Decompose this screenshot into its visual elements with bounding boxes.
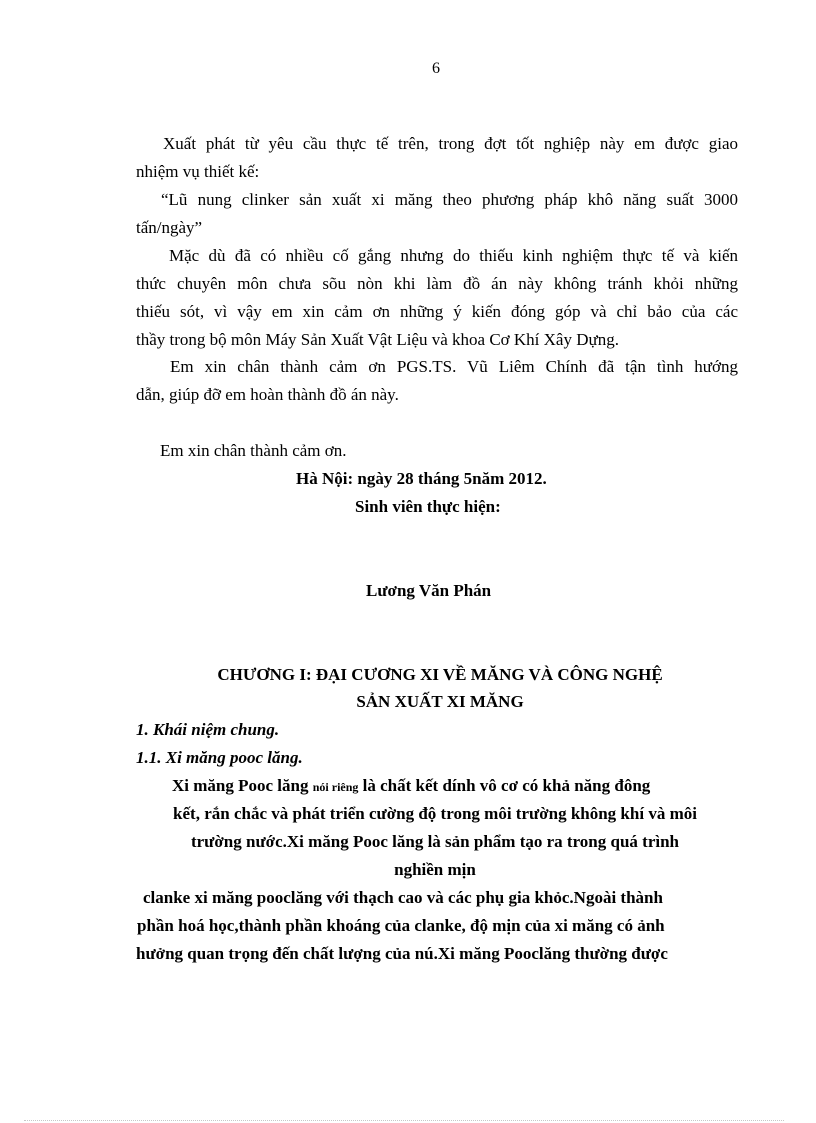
signature-name: Lương Văn Phán (366, 581, 492, 600)
intro-line-1: Xuất phát từ yêu cầu thực tế trên, trong đợt tốt nghiệp này em được giao (163, 134, 738, 153)
section-heading-1-1: 1.1. Xi măng pooc lăng. (136, 748, 303, 767)
body-line-1-start: Xi măng Pooc lăng (172, 776, 313, 795)
intro-line-9: Em xin chân thành cảm ơn PGS.TS. Vũ Liêm Chính đã tận tình hướng (170, 357, 738, 376)
page-bottom-dotted-rule (24, 1120, 784, 1121)
body-line-1-small: nói riêng (312, 780, 359, 794)
intro-line-2: nhiệm vụ thiết kế: (136, 162, 260, 181)
body-line-1-end: là chất kết dính vô cơ có khả năng đông (358, 776, 651, 795)
intro-line-10: dẫn, giúp đỡ em hoàn thành đồ án này. (136, 385, 399, 404)
signature-date: Hà Nội: ngày 28 tháng 5năm 2012. (296, 469, 547, 488)
section-heading-1: 1. Khái niệm chung. (136, 720, 280, 739)
intro-line-3: “Lũ nung clinker sản xuất xi măng theo phương pháp khô năng suất 3000 (161, 190, 738, 209)
page-number: 6 (432, 60, 440, 77)
body-line-6: phần hoá học,thành phần khoáng của clanke, độ mịn của xi măng có ảnh (137, 916, 665, 935)
intro-line-4: tấn/ngày” (136, 218, 203, 237)
body-line-1 (172, 776, 650, 797)
chapter-title-line-2: SẢN XUẤT XI MĂNG (356, 692, 524, 711)
body-line-3: trường nước.Xi măng Pooc lăng là sản phẩm tạo ra trong quá trình (190, 832, 680, 851)
intro-line-7: thiếu sót, vì vậy em xin cảm ơn những ý kiến đóng góp và chỉ bảo của các (136, 302, 738, 321)
body-line-2: kết, rắn chắc và phát triển cường độ trong môi trường không khí và môi (173, 804, 697, 823)
body-line-4: nghiền mịn (394, 860, 476, 879)
chapter-title-line-1: CHƯƠNG I: ĐẠI CƯƠNG XI VỀ MĂNG VÀ CÔNG NGHỆ (217, 665, 663, 684)
intro-line-5: Mặc dù đã có nhiều cố gắng nhưng do thiếu kinh nghiệm thực tế và kiến (169, 246, 738, 265)
signature-role: Sinh viên thực hiện: (355, 497, 501, 516)
intro-line-6: thức chuyên môn chưa sõu nòn khi làm đồ án này không tránh khỏi những (136, 274, 738, 293)
body-line-7: hưởng quan trọng đến chất lượng của nú.Xi măng Pooclăng thường được (136, 944, 668, 963)
closing-thanks: Em xin chân thành cảm ơn. (160, 441, 347, 460)
body-line-5: clanke xi măng pooclăng với thạch cao và các phụ gia khỏc.Ngoài thành (143, 888, 663, 907)
intro-line-8: thầy trong bộ môn Máy Sản Xuất Vật Liệu và khoa Cơ Khí Xây Dựng. (136, 330, 619, 349)
